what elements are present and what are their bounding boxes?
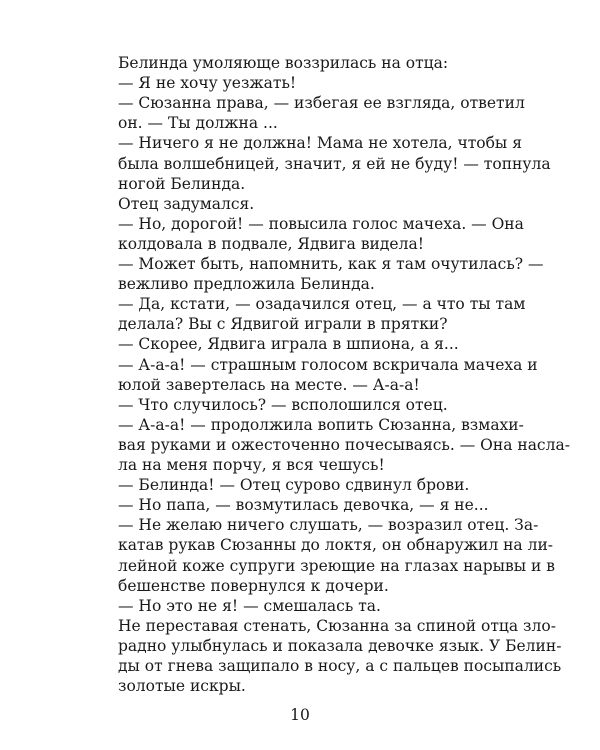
text-line: вежливо предложила Белинда. [118, 275, 375, 294]
text-line: он. — Ты должна ... [118, 114, 278, 133]
text-line: делала? Вы с Ядвигой играли в прятки? [118, 315, 448, 334]
text-line: — Скорее, Ядвига играла в шпиона, а я... [118, 335, 459, 354]
text-line: вая руками и ожесточенно почесываясь. — Она насла- [118, 435, 570, 454]
text-line: Белинда умоляюще воззрилась на отца: [118, 54, 449, 72]
text-line: — А-а-а! — страшным голосом вскричала мачеха и [118, 355, 538, 374]
text-line: колдовала в подвале, Ядвига видела! [118, 234, 424, 253]
text-line: катав рукав Сюзанны до локтя, он обнаружил на ли- [118, 536, 554, 555]
text-line: бешенстве повернулся к дочери. [118, 576, 389, 595]
text-line: — Ничего я не должна! Мама не хотела, чтобы я [118, 134, 522, 153]
text-line: — Может быть, напомнить, как я там очутилась? — [118, 255, 544, 273]
text-line: Отец задумался. [118, 194, 255, 213]
text-line: — А-а-а! — продолжила вопить Сюзанна, взмахи- [118, 415, 524, 434]
text-line: юлой завертелась на месте. — А-а-а! [118, 375, 420, 394]
text-line: была волшебницей, значит, я ей не буду! — топнула [118, 154, 551, 173]
text-line: — Но это не я! — смешалась та. [118, 596, 381, 615]
text-line: — Да, кстати, — озадачился отец, — а что ты там [118, 295, 526, 314]
text-line: золотые искры. [118, 677, 246, 696]
text-line: — Что случилось? — всполошился отец. [118, 395, 448, 414]
text-line: — Белинда! — Отец сурово сдвинул брови. [118, 476, 470, 495]
text-line: ла на меня порчу, я вся чешусь! [118, 456, 385, 474]
text-line: ногой Белинда. [118, 174, 246, 193]
text-line: — Но, дорогой! — повысила голос мачеха. — Она [118, 214, 524, 233]
text-line: — Но папа, — возмутилась девочка, — я не... [118, 496, 489, 515]
text-line: лейной коже супруги зреющие на глазах нарывы и в [118, 556, 555, 575]
text-line: Не переставая стенать, Сюзанна за спиной отца зло- [118, 616, 556, 635]
text-line: — Я не хочу уезжать! [118, 74, 297, 93]
text-line: — Не желаю ничего слушать, — возразил отец. За- [118, 516, 539, 535]
page-number: 10 [290, 706, 310, 724]
text-line: ды от гнева защипало в носу, а с пальцев посыпались [118, 657, 562, 675]
text-line: — Сюзанна права, — избегая ее взгляда, ответил [118, 94, 525, 113]
text-line: радно улыбнулась и показала девочке язык. У Белин- [118, 636, 562, 655]
